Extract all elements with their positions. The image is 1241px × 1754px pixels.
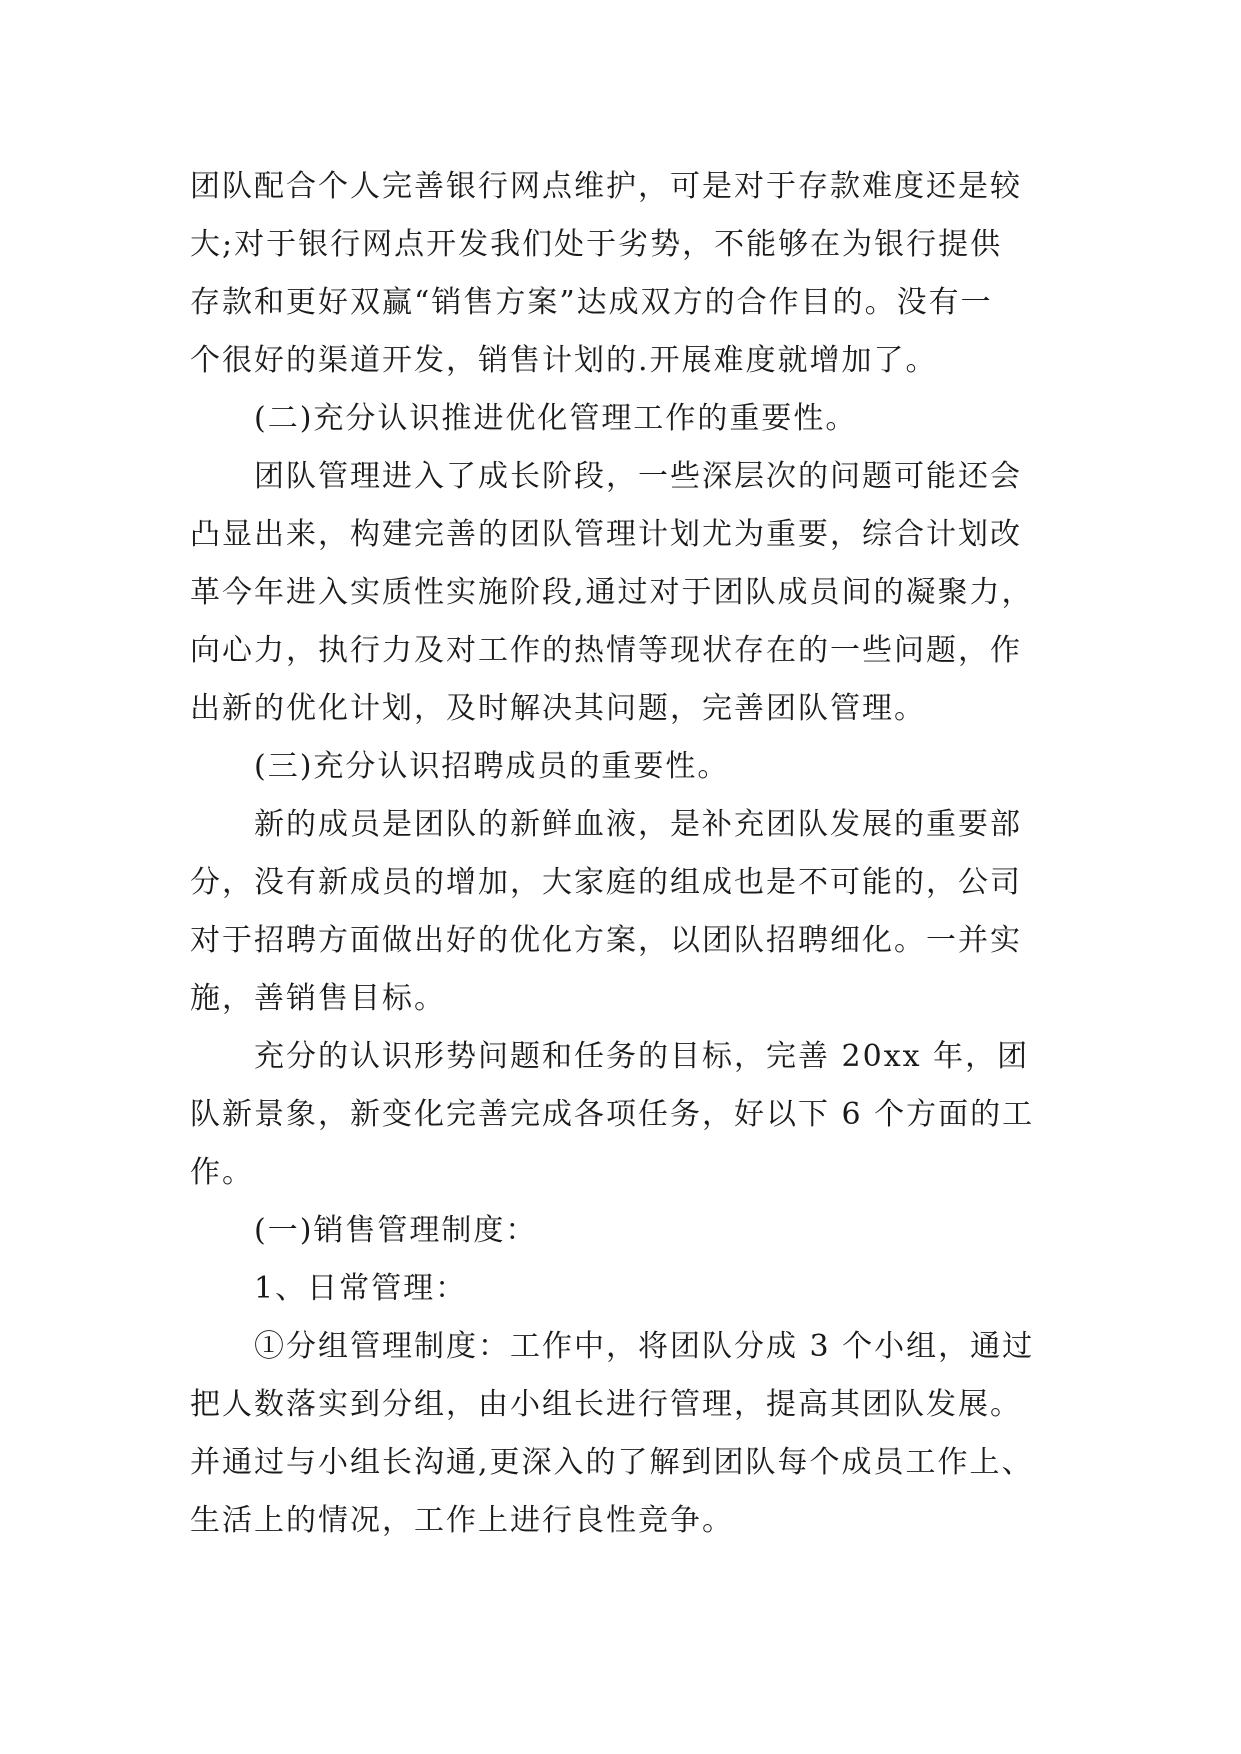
text-line: (二)充分认识推进优化管理工作的重要性。 [254, 401, 858, 436]
text-line: 大;对于银行网点开发我们处于劣势，不能够在为银行提供 [190, 227, 1003, 262]
text-line: 团队配合个人完善银行网点维护，可是对于存款难度还是较 [190, 169, 1022, 204]
text-line: 存款和更好双赢“销售方案”达成双方的合作目的。没有一 [190, 285, 993, 320]
text-line: 施，善销售目标。 [190, 981, 446, 1016]
text-line: 把人数落实到分组，由小组长进行管理，提高其团队发展。 [190, 1387, 1022, 1422]
text-line: (一)销售管理制度： [254, 1213, 538, 1248]
body-text [190, 158, 1060, 1550]
text-line: 向心力，执行力及对工作的热情等现状存在的一些问题，作 [190, 633, 1022, 668]
text-line: 并通过与小组长沟通,更深入的了解到团队每个成员工作上、 [190, 1445, 1034, 1480]
text-line: 出新的优化计划，及时解决其问题，完善团队管理。 [190, 691, 926, 726]
text-line: ①分组管理制度：工作中，将团队分成 3 个小组，通过 [254, 1329, 1035, 1364]
text-line: (三)充分认识招聘成员的重要性。 [254, 749, 730, 784]
text-line: 革今年进入实质性实施阶段,通过对于团队成员间的凝聚力， [190, 575, 1034, 610]
text-line: 分，没有新成员的增加，大家庭的组成也是不可能的，公司 [190, 865, 1022, 900]
text-line: 凸显出来，构建完善的团队管理计划尤为重要，综合计划改 [190, 517, 1022, 552]
text-line: 生活上的情况，工作上进行良性竞争。 [190, 1503, 734, 1538]
text-line: 新的成员是团队的新鲜血液，是补充团队发展的重要部 [254, 807, 1022, 842]
text-line: 1、日常管理： [254, 1271, 468, 1306]
text-line: 队新景象，新变化完善完成各项任务，好以下 6 个方面的工 [190, 1097, 1035, 1132]
text-line: 个很好的渠道开发，销售计划的.开展难度就增加了。 [190, 343, 938, 378]
text-line: 对于招聘方面做出好的优化方案，以团队招聘细化。一并实 [190, 923, 1022, 958]
text-line: 充分的认识形势问题和任务的目标，完善 20xx 年，团 [254, 1039, 1030, 1074]
text-line: 团队管理进入了成长阶段，一些深层次的问题可能还会 [254, 459, 1022, 494]
text-line: 作。 [190, 1155, 254, 1190]
